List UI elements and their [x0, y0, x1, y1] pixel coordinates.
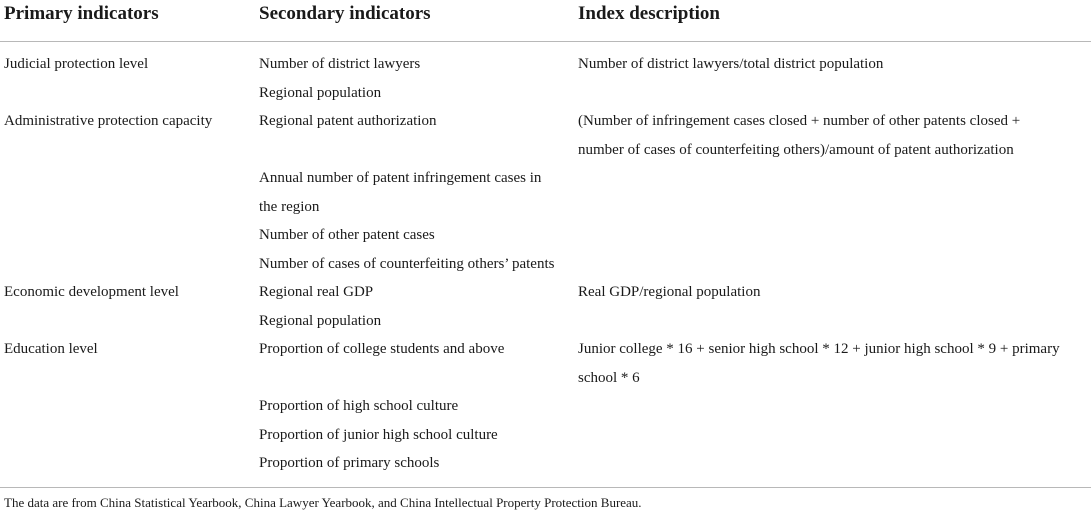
row-economic-secondary-1: Regional real GDP [259, 284, 374, 300]
row-economic-description: Real GDP/regional population [578, 284, 761, 300]
header-index-description: Index description [578, 3, 720, 24]
row-administrative-secondary-1: Regional patent authorization [259, 113, 437, 129]
footer-divider [0, 487, 1091, 488]
row-education-secondary-3: Proportion of junior high school culture [259, 426, 498, 443]
row-administrative-description-1: (Number of infringement cases closed + number of other patents closed + [578, 113, 1021, 129]
row-education-description-1: Junior college * 16 + senior high school * 12 + junior high school * 9 + primary [578, 341, 1060, 357]
row-economic-primary: Economic development level [4, 284, 179, 300]
row-judicial-primary: Judicial protection level [4, 56, 149, 72]
row-judicial-secondary-1: Number of district lawyers [259, 56, 421, 72]
header-primary-indicators: Primary indicators [4, 3, 159, 24]
row-administrative-secondary-4: Number of other patent cases [259, 227, 435, 243]
row-education-description-2: school * 6 [578, 369, 640, 386]
row-judicial-description: Number of district lawyers/total district population [578, 56, 884, 72]
header-secondary-indicators: Secondary indicators [259, 3, 431, 24]
row-administrative-secondary-5: Number of cases of counterfeiting others’ patents [259, 255, 555, 272]
row-administrative-secondary-2: Annual number of patent infringement cases in [259, 170, 542, 186]
table-footnote: The data are from China Statistical Yearbook, China Lawyer Yearbook, and China Intellectual Property Protection Bureau. [4, 495, 642, 510]
row-administrative-secondary-3: the region [259, 198, 320, 215]
row-administrative-description-2: number of cases of counterfeiting others)/amount of patent authorization [578, 141, 1014, 158]
row-judicial-secondary-2: Regional population [259, 84, 382, 101]
header-divider [0, 41, 1091, 42]
row-education-secondary-2: Proportion of high school culture [259, 398, 459, 414]
row-education-primary: Education level [4, 341, 98, 357]
row-economic-secondary-2: Regional population [259, 312, 382, 329]
row-education-secondary-4: Proportion of primary schools [259, 455, 440, 471]
row-education-secondary-1: Proportion of college students and above [259, 341, 505, 357]
row-administrative-primary: Administrative protection capacity [4, 113, 213, 129]
table-header-row [0, 0, 1091, 42]
